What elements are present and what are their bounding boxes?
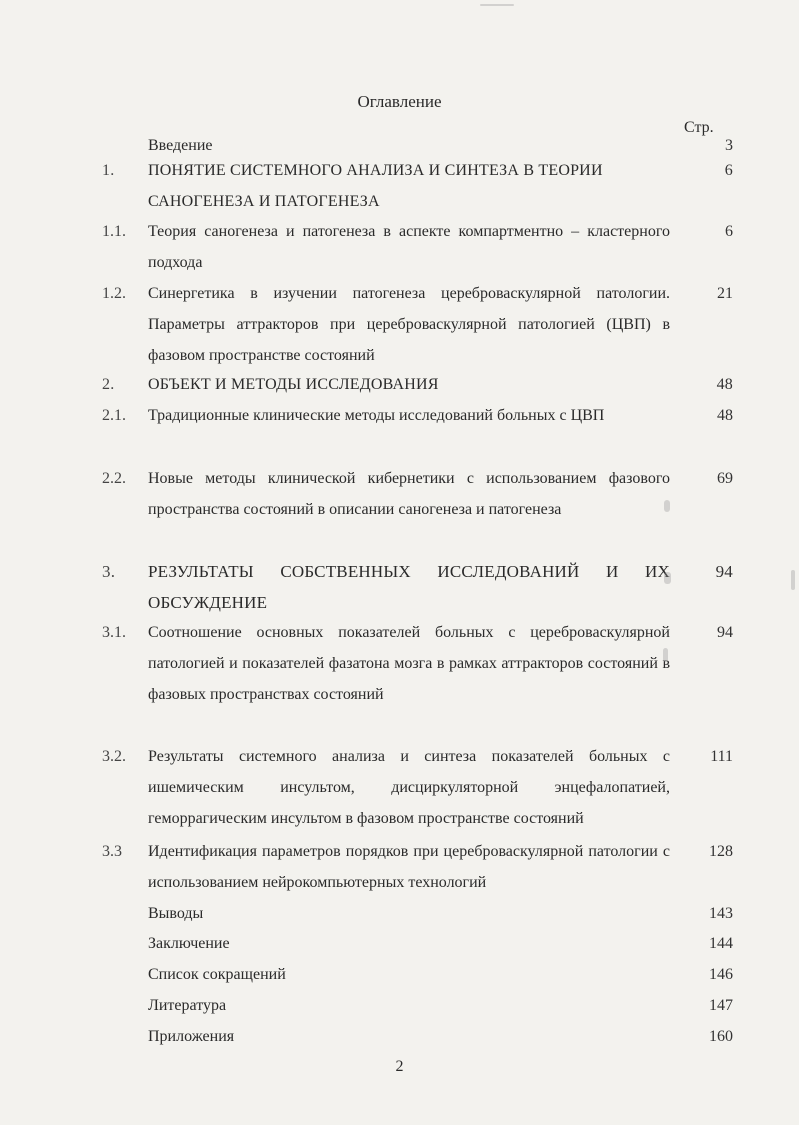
toc-entry-number: 3.1. bbox=[102, 624, 126, 641]
toc-entry-number: 3.3 bbox=[102, 843, 122, 860]
toc-heading: Оглавление bbox=[357, 92, 442, 111]
toc-entry-number: 1.2. bbox=[102, 285, 126, 302]
toc-entry-title: Теория саногенеза и патогенеза в аспекте компартментно – кластерного подхода bbox=[148, 223, 670, 271]
toc-entry-title: Синергетика в изучении патогенеза цереброваскулярной патологии. Параметры аттракторов при цереброваскулярной патологией (ЦВП) в фазовом пространстве состояний bbox=[148, 285, 670, 364]
toc-entry-title: Введение bbox=[148, 137, 213, 154]
scan-artifact bbox=[663, 648, 668, 662]
toc-entry-page: 48 bbox=[716, 376, 733, 393]
toc-entry-page: 6 bbox=[725, 223, 733, 240]
toc-entry-title: ПОНЯТИЕ СИСТЕМНОГО АНАЛИЗА И СИНТЕЗА В ТЕОРИИ САНОГЕНЕЗА И ПАТОГЕНЕЗА bbox=[148, 162, 603, 210]
toc-entry-page: 6 bbox=[724, 162, 733, 179]
toc-entry-number: 2.1. bbox=[102, 407, 126, 424]
toc-entry-title: ОБЪЕКТ И МЕТОДЫ ИССЛЕДОВАНИЯ bbox=[148, 376, 439, 393]
scan-artifact bbox=[664, 572, 671, 584]
toc-entry-page: 94 bbox=[717, 624, 733, 641]
toc-entry-title: Новые методы клинической кибернетики с использованием фазового пространства состояний в описании саногенеза и патогенеза bbox=[148, 470, 670, 518]
toc-entry-page: 3 bbox=[725, 137, 733, 154]
toc-entry-title: Приложения bbox=[148, 1028, 235, 1045]
toc-entry-number: 3. bbox=[102, 562, 116, 581]
toc-entry-title: Идентификация параметров порядков при цереброваскулярной патологии с использованием нейрокомпьютерных технологий bbox=[148, 843, 670, 891]
toc-entry-page: 160 bbox=[709, 1028, 733, 1045]
toc-entry-title: Выводы bbox=[148, 905, 204, 922]
toc-entry-title: Заключение bbox=[148, 935, 230, 952]
toc-entry-page: 21 bbox=[717, 285, 733, 302]
toc-entry-number: 3.2. bbox=[102, 748, 126, 765]
toc-entry-page: 144 bbox=[709, 935, 733, 952]
page-column-header: Стр. bbox=[684, 119, 714, 136]
toc-entry-title: Традиционные клинические методы исследований больных с ЦВП bbox=[148, 407, 605, 424]
toc-entry-title: Литература bbox=[148, 997, 227, 1014]
toc-entry-number: 2. bbox=[102, 376, 115, 393]
scan-artifact bbox=[480, 4, 514, 6]
toc-entry-number: 2.2. bbox=[102, 470, 126, 487]
scan-artifact bbox=[791, 570, 795, 590]
scan-artifact bbox=[664, 500, 670, 512]
toc-entry-page: 69 bbox=[717, 470, 733, 487]
toc-entry-title: РЕЗУЛЬТАТЫ СОБСТВЕННЫХ ИССЛЕДОВАНИЙ И ИХ ОБСУЖДЕНИЕ bbox=[148, 562, 670, 612]
toc-entry-page: 143 bbox=[709, 905, 733, 922]
toc-entry-page: 48 bbox=[717, 407, 733, 424]
toc-entry-title: Список сокращений bbox=[148, 966, 286, 983]
toc-entry-page: 147 bbox=[709, 997, 733, 1014]
toc-entry-page: 94 bbox=[715, 562, 733, 581]
toc-entry-page: 128 bbox=[709, 843, 733, 860]
toc-entry-page: 146 bbox=[709, 966, 733, 983]
toc-entry-number: 1.1. bbox=[102, 223, 126, 240]
toc-entry-title: Результаты системного анализа и синтеза показателей больных с ишемическим инсультом, дисциркуляторной энцефалопатией, геморрагическим инсультом в фазовом пространстве состояний bbox=[148, 748, 670, 827]
toc-entry-page: 111 bbox=[710, 748, 733, 765]
toc-entry-title: Соотношение основных показателей больных с цереброваскулярной патологией и показателей фазатона мозга в рамках аттракторов состояний в фазовых пространствах состояний bbox=[148, 624, 670, 703]
page-number: 2 bbox=[395, 1058, 404, 1075]
toc-entry-number: 1. bbox=[102, 162, 115, 179]
